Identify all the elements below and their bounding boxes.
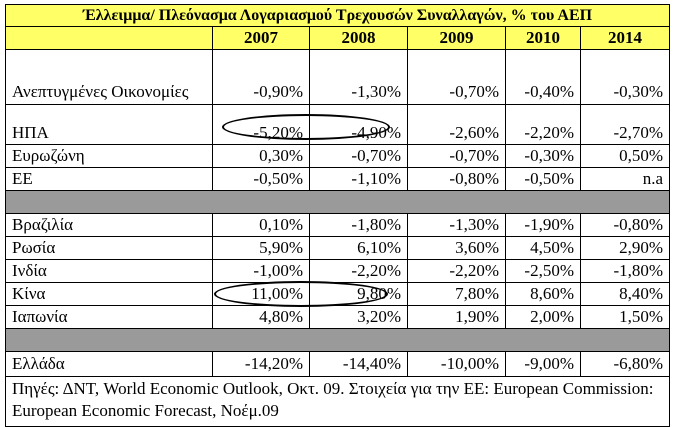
source-note: Πηγές: ΔΝΤ, World Economic Outlook, Οκτ. 09. Στοιχεία για την ΕΕ: European Commission: European Economic Forecast, Νοέμ.09: [6, 377, 670, 427]
value-cell: -0,50%: [506, 168, 581, 191]
value-cell: -5,20%: [213, 105, 310, 145]
separator-row: [6, 329, 670, 352]
header-empty-cell: [6, 27, 213, 50]
value-cell: -0,40%: [506, 50, 581, 105]
value-cell: -1,80%: [581, 260, 670, 283]
value-cell: -1,10%: [310, 168, 408, 191]
value-cell: -1,00%: [213, 260, 310, 283]
value-cell: -2,70%: [581, 105, 670, 145]
year-header: 2010: [506, 27, 581, 50]
value-cell: -10,00%: [408, 352, 506, 377]
source-row: [6, 377, 670, 427]
value-cell: 6,10%: [310, 237, 408, 260]
year-header: 2008: [310, 27, 408, 50]
value-cell: -2,20%: [310, 260, 408, 283]
value-cell: 7,80%: [408, 283, 506, 306]
value-cell: -6,80%: [581, 352, 670, 377]
value-cell: 9,80%: [310, 283, 408, 306]
value-cell: 3,20%: [310, 306, 408, 329]
value-cell: -1,80%: [310, 214, 408, 237]
table-row: [6, 352, 670, 377]
value-cell: -1,90%: [506, 214, 581, 237]
current-account-table: [5, 4, 670, 427]
table-title: Έλλειμμα/ Πλεόνασμα Λογαριασμού Τρεχουσών Συναλλαγών, % του ΑΕΠ: [6, 5, 670, 27]
row-label: Ανεπτυγμένες Οικονομίες: [6, 50, 213, 105]
value-cell: 8,60%: [506, 283, 581, 306]
row-label: Ρωσία: [6, 237, 213, 260]
header-row: [6, 27, 670, 50]
value-cell: 4,80%: [213, 306, 310, 329]
value-cell: -0,30%: [581, 50, 670, 105]
row-label: ΕΕ: [6, 168, 213, 191]
value-cell: -4,90%: [310, 105, 408, 145]
year-header: 2007: [213, 27, 310, 50]
separator-cell: [6, 191, 670, 214]
value-cell: 2,00%: [506, 306, 581, 329]
table-container: [5, 4, 669, 427]
separator-cell: [6, 329, 670, 352]
table-row: [6, 260, 670, 283]
value-cell: 0,30%: [213, 145, 310, 168]
table-row: [6, 168, 670, 191]
value-cell: -0,90%: [213, 50, 310, 105]
value-cell: -1,30%: [310, 50, 408, 105]
year-header: 2009: [408, 27, 506, 50]
table-row: [6, 105, 670, 145]
table-row: [6, 283, 670, 306]
value-cell: 3,60%: [408, 237, 506, 260]
value-cell: -0,70%: [310, 145, 408, 168]
row-label: Ελλάδα: [6, 352, 213, 377]
value-cell: -0,80%: [581, 214, 670, 237]
table-row: [6, 50, 670, 105]
value-cell: -0,50%: [213, 168, 310, 191]
value-cell: 1,50%: [581, 306, 670, 329]
title-row: [6, 5, 670, 27]
value-cell: 0,10%: [213, 214, 310, 237]
value-cell: -0,80%: [408, 168, 506, 191]
table-row: [6, 306, 670, 329]
value-cell: -1,30%: [408, 214, 506, 237]
value-cell: -9,00%: [506, 352, 581, 377]
separator-row: [6, 191, 670, 214]
value-cell: 8,40%: [581, 283, 670, 306]
table-row: [6, 145, 670, 168]
value-cell: 11,00%: [213, 283, 310, 306]
year-header: 2014: [581, 27, 670, 50]
value-cell: -0,70%: [408, 50, 506, 105]
row-label: Ινδία: [6, 260, 213, 283]
row-label: Βραζιλία: [6, 214, 213, 237]
value-cell: n.a: [581, 168, 670, 191]
row-label: Ευρωζώνη: [6, 145, 213, 168]
value-cell: 0,50%: [581, 145, 670, 168]
value-cell: -14,40%: [310, 352, 408, 377]
value-cell: 4,50%: [506, 237, 581, 260]
value-cell: 1,90%: [408, 306, 506, 329]
value-cell: -0,70%: [408, 145, 506, 168]
value-cell: -2,20%: [506, 105, 581, 145]
row-label: ΗΠΑ: [6, 105, 213, 145]
value-cell: -2,60%: [408, 105, 506, 145]
value-cell: -2,50%: [506, 260, 581, 283]
value-cell: -2,20%: [408, 260, 506, 283]
value-cell: -0,30%: [506, 145, 581, 168]
value-cell: -14,20%: [213, 352, 310, 377]
table-row: [6, 237, 670, 260]
row-label: Κίνα: [6, 283, 213, 306]
value-cell: 5,90%: [213, 237, 310, 260]
value-cell: 2,90%: [581, 237, 670, 260]
table-row: [6, 214, 670, 237]
row-label: Ιαπωνία: [6, 306, 213, 329]
